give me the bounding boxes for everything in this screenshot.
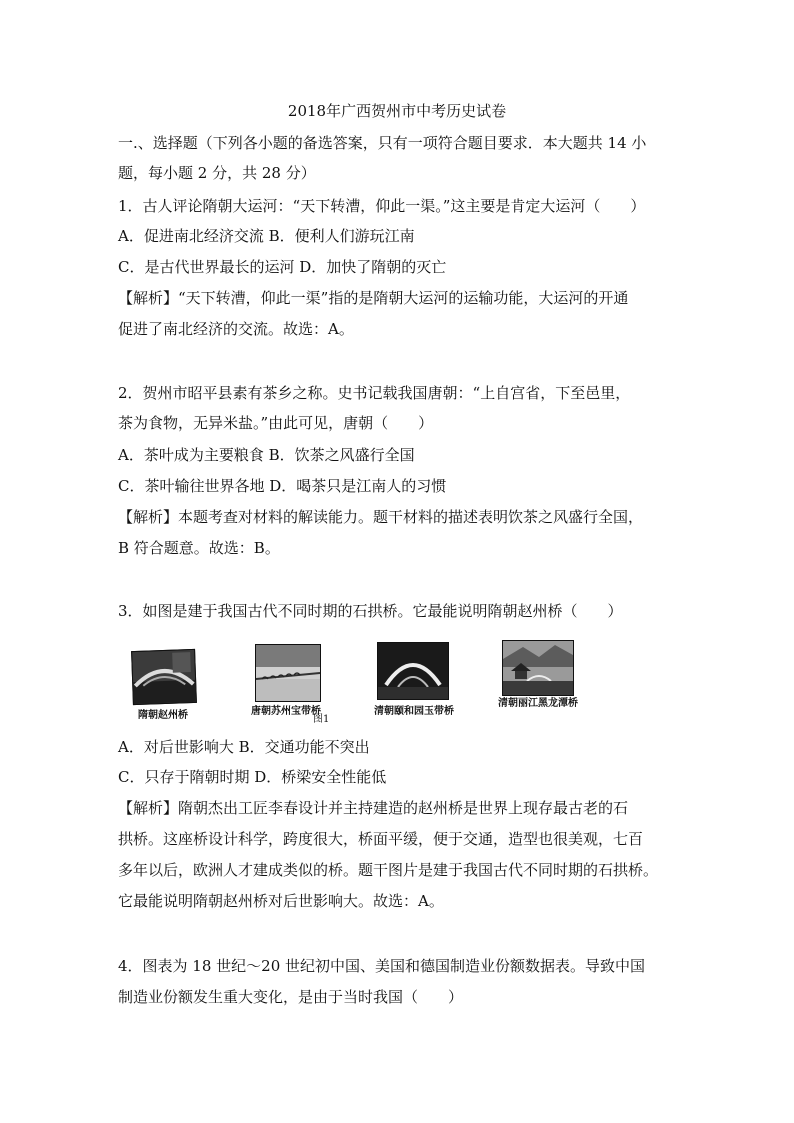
figure-label: 图1 [313,714,330,725]
q2-options-ab: A．茶叶成为主要粮食 B．饮茶之风盛行全国 [118,446,415,464]
q3-analysis-line4: 它最能说明隋朝赵州桥对后世影响大。故选：A。 [118,892,444,910]
q3-stem: 3．如图是建于我国古代不同时期的石拱桥。它最能说明隋朝赵州桥（ ） [118,602,623,620]
section-heading-line2: 题，每小题 2 分，共 28 分） [118,164,316,182]
caption-baodai-bridge: 唐朝苏州宝带桥 [251,706,321,717]
q2-stem-line1: 2．贺州市昭平县素有茶乡之称。史书记载我国唐朝：“上自宫省，下至邑里， [118,384,631,402]
bridge-photo-zhaozhou [131,649,197,705]
q3-analysis-line3: 多年以后，欧洲人才建成类似的桥。题干图片是建于我国古代不同时期的石拱桥。 [118,861,659,879]
page-title: 2018年广西贺州市中考历史试卷 [287,102,507,120]
q1-analysis-line2: 促进了南北经济的交流。故选：A。 [118,320,354,338]
q2-stem-line2: 茶为食物，无异米盐。”由此可见，唐朝（ ） [118,414,434,432]
q3-analysis-line2: 拱桥。这座桥设计科学，跨度很大，桥面平缓，便于交通，造型也很美观，七百 [118,830,644,848]
q1-options-cd: C．是古代世界最长的运河 D．加快了隋朝的灭亡 [118,258,447,276]
q3-analysis-line1: 【解析】隋朝杰出工匠李春设计并主持建造的赵州桥是世界上现存最古老的石 [118,799,629,817]
q1-options-ab: A．促进南北经济交流 B．便利人们游玩江南 [118,227,415,245]
bridge-photo-baodai [255,644,321,702]
q2-analysis-line1: 【解析】本题考查对材料的解读能力。题干材料的描述表明饮茶之风盛行全国， [118,508,644,526]
q4-stem-line2: 制造业份额发生重大变化，是由于当时我国（ ） [118,988,464,1006]
q4-stem-line1: 4．图表为 18 世纪～20 世纪初中国、美国和德国制造业份额数据表。导致中国 [118,957,646,975]
q3-options-ab: A．对后世影响大 B．交通功能不突出 [118,738,370,756]
q2-options-cd: C．茶叶输往世界各地 D．喝茶只是江南人的习惯 [118,477,447,495]
section-heading-line1: 一.、选择题（下列各小题的备选答案，只有一项符合题目要求．本大题共 14 小 [118,134,647,152]
bridge-photo-yudai [377,642,449,700]
q2-analysis-line2: B 符合题意。故选：B。 [118,539,280,557]
bridge-photo-heilongtan [502,640,574,696]
caption-heilongtan-bridge: 清朝丽江黑龙潭桥 [498,698,578,709]
caption-yudai-bridge: 清朝颐和园玉带桥 [374,706,454,717]
caption-zhaozhou-bridge: 隋朝赵州桥 [138,710,188,721]
q3-options-cd: C．只存于隋朝时期 D．桥梁安全性能低 [118,768,387,786]
q1-stem: 1．古人评论隋朝大运河：“天下转漕，仰此一渠。”这主要是肯定大运河（ ） [118,197,646,215]
bridge-figure [118,636,698,728]
q1-analysis-line1: 【解析】“天下转漕，仰此一渠”指的是隋朝大运河的运输功能，大运河的开通 [118,289,629,307]
